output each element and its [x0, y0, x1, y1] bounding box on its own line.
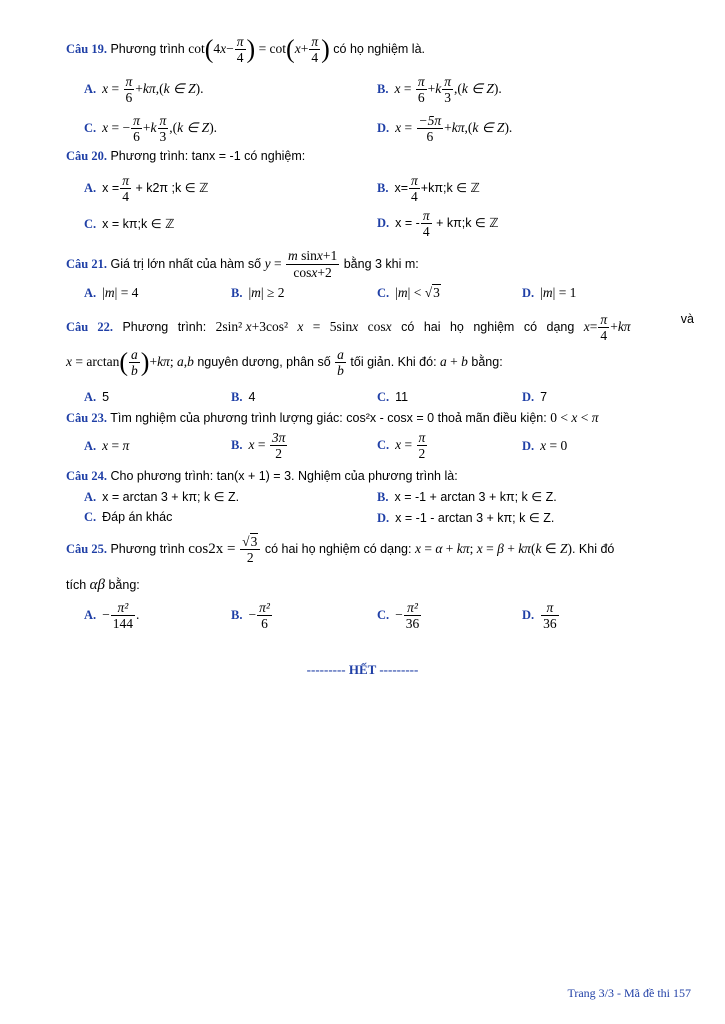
q21-option-b[interactable]: B. |m| ≥ 2 — [231, 285, 285, 300]
q23-option-d[interactable]: D. x = 0 — [522, 438, 568, 453]
q20-option-b[interactable]: B. x= $\frac{\pi}{4}$ +kπ;k ∈ ℤ — [377, 173, 480, 204]
q22-option-d[interactable]: D. 7 — [522, 390, 548, 404]
q21-option-d[interactable]: D. |m| = 1 — [522, 285, 577, 300]
q23-option-b[interactable]: B. x = $\frac{3\pi}{2}$ — [231, 430, 286, 461]
q21-option-a[interactable]: A. |m| = 4 — [84, 285, 139, 300]
question-24: Câu 24. Cho phương trình: tan(x + 1) = 3. Nghiệm của phương trình là: — [66, 469, 458, 483]
question-20: Câu 20. Phương trình: tanx = -1 có nghiệm: — [66, 149, 306, 163]
q24-option-d[interactable]: D. x = -1 - arctan 3 + kπ; k ∈ Z. — [377, 511, 555, 525]
q19-option-a[interactable]: A. x = $\frac{\pi}{6}$ +kπ,(k ∈ Z). — [84, 74, 204, 105]
q25-option-c[interactable]: C. − $\frac{\text{π²}}{36}$ — [377, 600, 420, 631]
question-21: Câu 21. Giá trị lớn nhất của hàm số y = $\frac{\text{m sinx+1}}{\cos x+2}$ bằng 3 khi m: — [66, 248, 419, 280]
q25-option-d[interactable]: D. $\frac{\pi}{36}$ — [522, 600, 557, 631]
question-19: Câu 19. Phương trình cot(4x− $\frac{\pi}{4}$ ) = cot(x+ $\frac{\pi}{4}$ ) có họ nghiệm là. — [66, 34, 425, 65]
q23-option-c[interactable]: C. x = $\frac{\pi}{2}$ — [377, 430, 426, 461]
q25-option-a[interactable]: A. − $\frac{\text{π²}}{144}$ . — [84, 600, 140, 631]
q20-option-d[interactable]: D. x = - $\frac{\pi}{4}$ + kπ;k ∈ ℤ — [377, 208, 499, 239]
question-22-line2: x = arctan( $\frac{a}{b}$ )+kπ; a,b nguyên dương, phân số $\frac{a}{b}$ tối giản. Khi đó: a + b bằng: — [66, 347, 503, 378]
question-25-line2: tích αβ bằng: — [66, 577, 140, 593]
q23-option-a[interactable]: A. x = π — [84, 438, 130, 453]
page-footer: Trang 3/3 - Mã đề thi 157 — [567, 986, 691, 1000]
q19-option-d[interactable]: D. x = $\frac{-5\pi}{6}$ +kπ,(k ∈ Z). — [377, 113, 513, 144]
q21-option-c[interactable]: C. |m| < √3 — [377, 285, 440, 300]
q24-option-a[interactable]: A. x = arctan 3 + kπ; k ∈ Z. — [84, 490, 240, 504]
q22-option-b[interactable]: B. 4 — [231, 390, 256, 404]
q19-option-b[interactable]: B. x = $\frac{\pi}{6}$ +k $\frac{\pi}{3}$ ,(k ∈ Z). — [377, 74, 502, 105]
q22-option-a[interactable]: A. 5 — [84, 390, 110, 404]
question-22: Câu 22. Phương trình: 2sin² x+3cos² x = 5sinx cosx có hai họ nghiệm có dạng x= $\frac{\pi}{4}$ +kπ và — [66, 312, 694, 343]
q24-option-c[interactable]: C. Đáp án khác — [84, 510, 173, 524]
question-23: Câu 23. Tìm nghiệm của phương trình lượng giác: cos²x - cosx = 0 thoả mãn điều kiện: 0 < x < π — [66, 410, 599, 425]
q20-option-c[interactable]: C. x = kπ;k ∈ ℤ — [84, 217, 175, 231]
q24-option-b[interactable]: B. x = -1 + arctan 3 + kπ; k ∈ Z. — [377, 490, 557, 504]
q20-option-a[interactable]: A. x = $\frac{\pi}{4}$ + k2π ;k ∈ ℤ — [84, 173, 209, 204]
q22-option-c[interactable]: C. 11 — [377, 390, 409, 404]
question-25: Câu 25. Phương trình cos2x = $\frac{√3}{2}$ có hai họ nghiệm có dạng: x = α + kπ; x = β + kπ(k ∈ Z). Khi đó — [66, 534, 615, 565]
q19-option-c[interactable]: C. x = − $\frac{\pi}{6}$ +k $\frac{\pi}{3}$ ,(k ∈ Z). — [84, 113, 218, 144]
q25-option-b[interactable]: B. − $\frac{\text{π²}}{6}$ — [231, 600, 270, 631]
end-marker: --------- HẾT --------- — [306, 662, 419, 677]
